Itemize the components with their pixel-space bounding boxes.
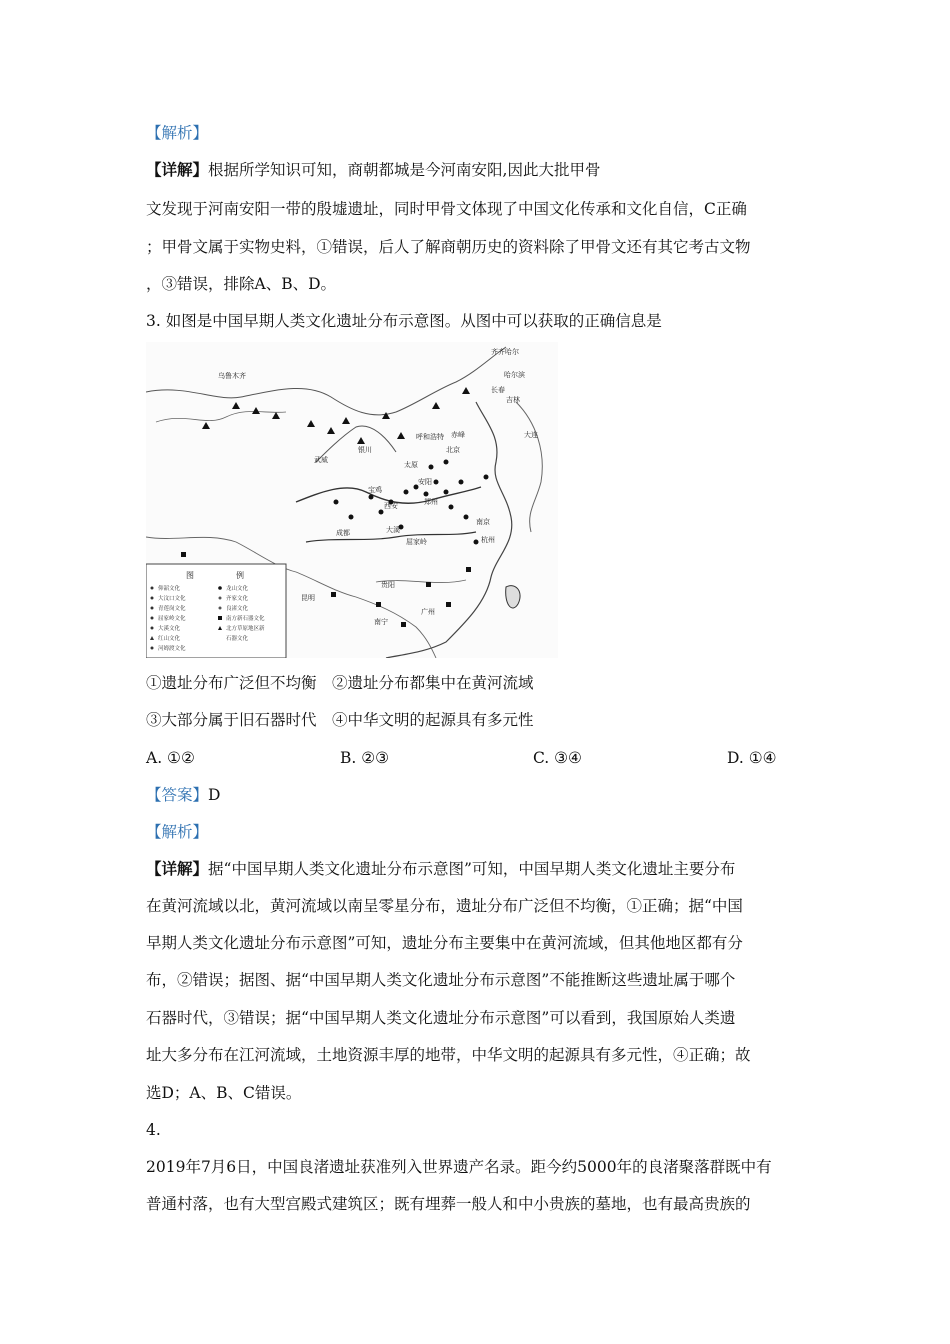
place-label: 郑州: [424, 499, 438, 506]
legend-item: 屈家岭文化: [158, 616, 186, 622]
legend-item: 龙山文化: [226, 586, 249, 592]
section1-line4: ，③错误，排除A、B、D。: [146, 275, 337, 293]
option-b: B. ②③: [340, 749, 390, 767]
place-label: 大溪: [386, 527, 400, 534]
explanation-line-7: 选D；A、B、C错误。: [146, 1084, 302, 1102]
explanation-line-5: 石器时代，③错误；据“中国早期人类文化遗址分布示意图”可以看到，我国原始人类遗: [146, 1009, 736, 1027]
place-label: 长春: [491, 387, 505, 394]
legend-item: 大汶口文化: [158, 596, 186, 602]
place-label: 南京: [476, 519, 490, 526]
place-label: 乌鲁木齐: [218, 373, 246, 380]
explanation-line-3: 早期人类文化遗址分布示意图”可知，遗址分布主要集中在黄河流域，但其他地区都有分: [146, 934, 743, 952]
place-label: 北京: [446, 447, 460, 454]
option-c: C. ③④: [533, 749, 582, 767]
legend-item: 青莲岗文化: [158, 606, 186, 612]
explanation-line-4: 布，②错误；据图、据“中国早期人类文化遗址分布示意图”不能推断这些遗址属于哪个: [146, 971, 736, 989]
legend-item: 大溪文化: [158, 626, 181, 632]
section1-line3: ；甲骨文属于实物史料，①错误，后人了解商朝历史的资料除了甲骨文还有其它考古文物: [146, 238, 751, 256]
section1-line2: 文发现于河南安阳一带的殷墟遗址，同时甲骨文体现了中国文化传承和文化自信，C正确: [146, 200, 747, 218]
explanation-text-1: 据“中国早期人类文化遗址分布示意图”可知，中国早期人类文化遗址主要分布: [208, 860, 736, 878]
place-label: 武威: [314, 457, 328, 464]
answer-value: D: [208, 786, 221, 804]
place-label: 赤峰: [451, 432, 465, 439]
question3-stem: 3. 如图是中国早期人类文化遗址分布示意图。从图中可以获取的正确信息是: [146, 312, 662, 330]
place-label: 西安: [384, 503, 398, 510]
answer-line: [146, 785, 220, 805]
analysis-label-2: 【解析】: [146, 823, 209, 841]
detail-label-1: 【详解】: [146, 160, 209, 179]
legend-item: 河姆渡文化: [158, 646, 186, 652]
place-label: 安阳: [418, 479, 432, 486]
place-label: 杭州: [481, 537, 495, 544]
legend-item: 南方新石器文化: [226, 616, 265, 622]
question4-number: 4.: [146, 1121, 161, 1139]
place-label: 大连: [524, 432, 538, 439]
place-label: 银川: [358, 447, 372, 454]
legend-item: 仰韶文化: [158, 586, 181, 592]
legend-item: 良渚文化: [226, 606, 249, 612]
question4-line1: 2019年7月6日，中国良渚遗址获准列入世界遗产名录。距今约5000年的良渚聚落群既中有: [146, 1158, 772, 1176]
question4-line2: 普通村落，也有大型宫殿式建筑区；既有埋葬一般人和中小贵族的墓地，也有最高贵族的: [146, 1195, 751, 1213]
legend-title-left: 图: [186, 571, 194, 580]
explanation-line-2: 在黄河流域以北，黄河流域以南呈零星分布，遗址分布广泛但不均衡，①正确；据“中国: [146, 897, 743, 915]
legend-item: 齐家文化: [226, 596, 249, 602]
option-d: D. ①④: [727, 749, 777, 767]
explanation-line-6: 址大多分布在江河流域，土地资源丰厚的地带，中华文明的起源具有多元性，④正确；故: [146, 1046, 751, 1064]
place-label: 吉林: [506, 397, 520, 404]
detail-label-2: 【详解】: [146, 859, 209, 878]
place-label: 齐齐哈尔: [491, 349, 519, 356]
place-label: 南宁: [374, 619, 388, 626]
place-label: 呼和浩特: [416, 434, 444, 441]
legend-item: 石器文化: [226, 636, 249, 642]
place-label: 贵阳: [381, 582, 395, 589]
place-label: 哈尔滨: [504, 372, 525, 379]
place-label: 太原: [404, 462, 418, 469]
statement-line-1: ①遗址分布广泛但不均衡 ②遗址分布都集中在黄河流域: [146, 674, 534, 692]
place-label: 广州: [421, 609, 435, 616]
explanation-line-1: [146, 859, 735, 879]
legend-item: 北方草原地区新: [226, 626, 265, 632]
place-label: 昆明: [301, 595, 315, 602]
place-label: 屈家岭: [406, 539, 427, 546]
legend-item: 红山文化: [158, 636, 181, 642]
detail-line-1: [146, 160, 600, 180]
place-label: 宝鸡: [368, 487, 382, 494]
place-label: 成都: [336, 530, 350, 537]
legend-title-right: 例: [236, 571, 244, 580]
analysis-label-1: 【解析】: [146, 124, 209, 142]
statement-line-2: ③大部分属于旧石器时代 ④中华文明的起源具有多元性: [146, 711, 534, 729]
option-a: A. ①②: [146, 749, 195, 767]
china-culture-sites-map: [146, 342, 558, 658]
detail-text-1: 根据所学知识可知，商朝都城是今河南安阳,因此大批甲骨: [208, 161, 601, 179]
answer-label: 【答案】: [146, 786, 209, 804]
